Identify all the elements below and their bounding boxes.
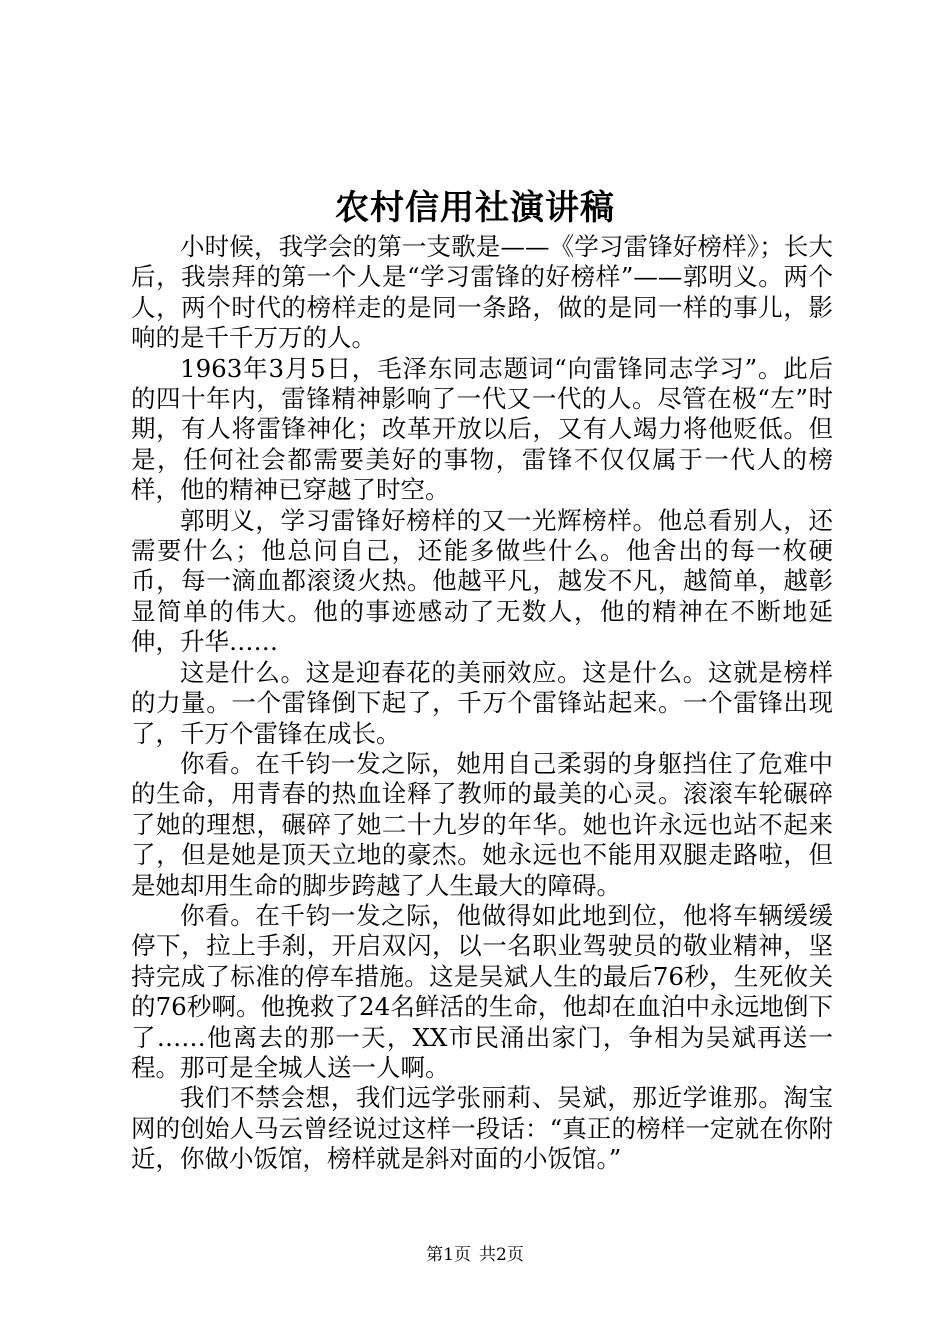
- document-body: [131, 232, 833, 1175]
- paragraph: 这是什么。这是迎春花的美丽效应。这是什么。这就是榜样的力量。一个雷锋倒下起了，千万个雷锋站起来。一个雷锋出现了，千万个雷锋在成长。: [131, 657, 833, 748]
- paragraph: 我们不禁会想，我们远学张丽莉、吴斌，那近学谁那。淘宝网的创始人马云曾经说过这样一段话：“真正的榜样一定就在你附近，你做小饭馆，榜样就是斜对面的小饭馆。”: [131, 1083, 833, 1174]
- paragraph: 郭明义，学习雷锋好榜样的又一光辉榜样。他总看别人，还需要什么；他总问自己，还能多做些什么。他舍出的每一枚硬币，每一滴血都滚烫火热。他越平凡，越发不凡，越简单，越彰显简单的伟大。他的事迹感动了无数人，他的精神在不断地延伸，升华……: [131, 505, 833, 657]
- paragraph: 小时候，我学会的第一支歌是——《学习雷锋好榜样》；长大后，我崇拜的第一个人是“学习雷锋的好榜样”——郭明义。两个人，两个时代的榜样走的是同一条路，做的是同一样的事儿，影响的是千千万万的人。: [131, 232, 833, 353]
- page-total: 共2页: [479, 1245, 524, 1265]
- paragraph: 你看。在千钧一发之际，他做得如此地到位，他将车辆缓缓停下，拉上手刹，开启双闪，以一名职业驾驶员的敬业精神，坚持完成了标准的停车措施。这是吴斌人生的最后76秒，生死攸关的76秒啊。他挽救了24名鲜活的生命，他却在血泊中永远地倒下了……他离去的那一天，XX市民涌出家门，争相为吴斌再送一程。那可是全城人送一人啊。: [131, 900, 833, 1082]
- page-number: 第1页: [426, 1245, 471, 1265]
- page-footer: [0, 1244, 950, 1266]
- paragraph: 你看。在千钧一发之际，她用自己柔弱的身躯挡住了危难中的生命，用青春的热血诠释了教师的最美的心灵。滚滚车轮碾碎了她的理想，碾碎了她二十九岁的年华。她也许永远也站不起来了，但是她是顶天立地的豪杰。她永远也不能用双腿走路啦，但是她却用生命的脚步跨越了人生最大的障碍。: [131, 748, 833, 900]
- document-title: 农村信用社演讲稿: [335, 188, 615, 228]
- paragraph: 1963年3月5日，毛泽东同志题词“向雷锋同志学习”。此后的四十年内，雷锋精神影响了一代又一代的人。尽管在极“左”时期，有人将雷锋神化；改革开放以后，又有人竭力将他贬低。但是，任何社会都需要美好的事物，雷锋不仅仅属于一代人的榜样，他的精神已穿越了时空。: [131, 353, 833, 505]
